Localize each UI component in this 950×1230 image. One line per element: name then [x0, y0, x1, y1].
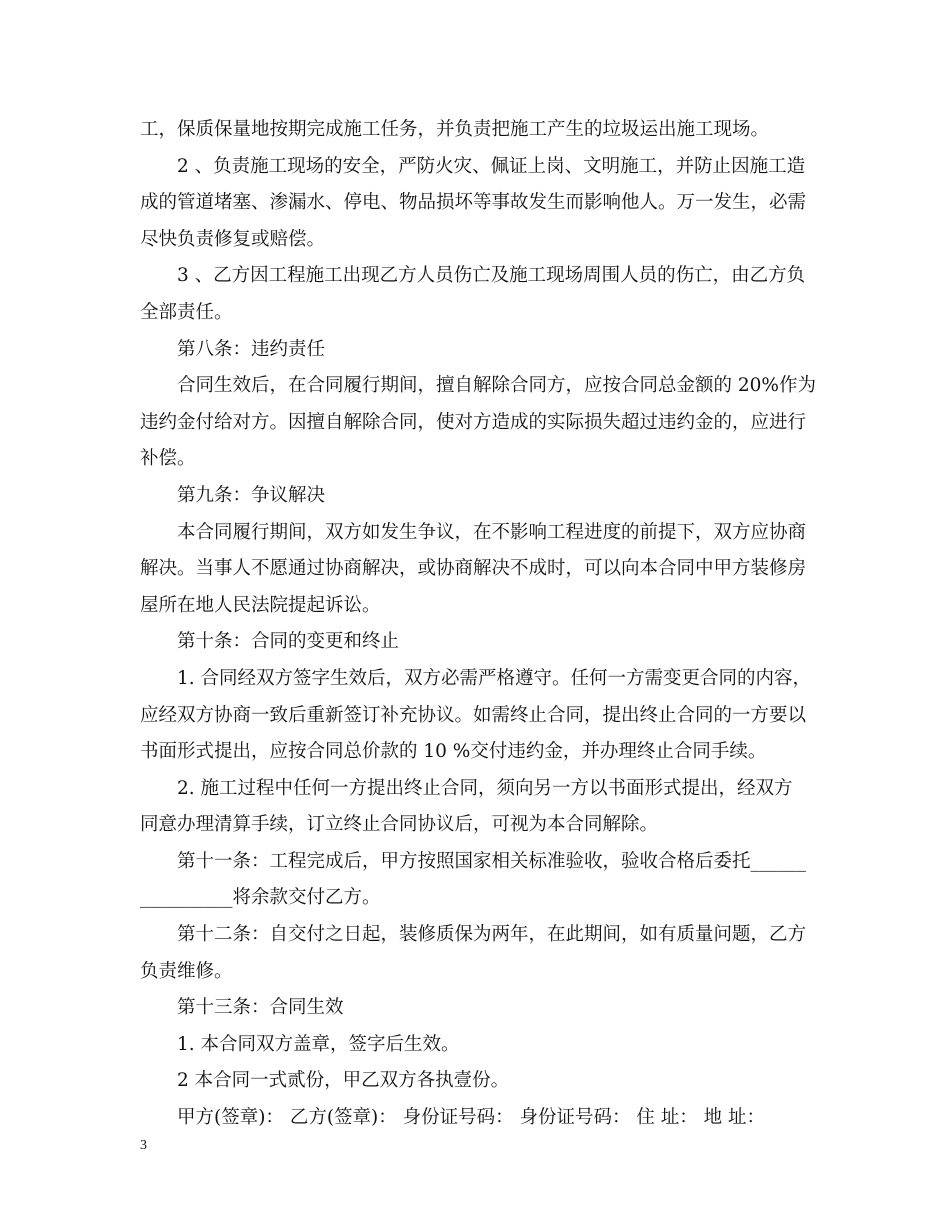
text-line: 应经双方协商一致后重新签订补充协议。如需终止合同，提出终止合同的一方要以	[140, 704, 807, 726]
text-line: 尽快负责修复或赔偿。	[140, 228, 326, 250]
section-heading: 第十三条：合同生效	[177, 997, 344, 1019]
document-body	[140, 112, 817, 1137]
text-line: 2 本合同一式贰份，甲乙双方各执壹份。	[177, 1070, 510, 1092]
text-line: 成的管道堵塞、渗漏水、停电、物品损坏等事故发生而影响他人。万一发生，必需	[140, 192, 807, 214]
text-line: 书面形式提出，应按合同总价款的 10 %交付违约金，并办理终止合同手续。	[140, 741, 767, 763]
section-heading: 第八条：违约责任	[177, 338, 326, 360]
text-line: 第十一条：工程完成后，甲方按照国家相关标准验收，验收合格后委托______	[177, 850, 807, 872]
text-line: 违约金付给对方。因擅自解除合同，使对方造成的实际损失超过违约金的，应进行	[140, 411, 807, 433]
text-line: 1. 本合同双方盖章，签字后生效。	[177, 1033, 460, 1055]
page-number: 3	[140, 1138, 147, 1153]
text-line: 屋所在地人民法院提起诉讼。	[140, 594, 381, 616]
signature-line: 甲方(签章)： 乙方(签章)： 身份证号码： 身份证号码： 住 址： 地 址：	[177, 1107, 766, 1129]
text-line: 第十二条：自交付之日起，装修质保为两年，在此期间，如有质量问题，乙方	[177, 924, 807, 946]
text-line: __________将余款交付乙方。	[140, 887, 381, 909]
text-line: 合同生效后，在合同履行期间，擅自解除合同方，应按合同总金额的 20%作为	[177, 375, 817, 397]
text-line: 2. 施工过程中任何一方提出终止合同，须向另一方以书面形式提出，经双方	[177, 777, 793, 799]
text-line: 2 、负责施工现场的安全，严防火灾、佩证上岗、文明施工，并防止因施工造	[177, 155, 806, 177]
text-line: 补偿。	[140, 448, 196, 470]
text-line: 1. 合同经双方签字生效后，双方必需严格遵守。任何一方需变更合同的内容，	[177, 667, 812, 689]
text-line: 本合同履行期间，双方如发生争议，在不影响工程进度的前提下，双方应协商	[177, 521, 807, 543]
text-line: 3 、乙方因工程施工出现乙方人员伤亡及施工现场周围人员的伤亡，由乙方负	[177, 265, 806, 287]
section-heading: 第十条：合同的变更和终止	[177, 631, 400, 653]
text-line: 解决。当事人不愿通过协商解决，或协商解决不成时，可以向本合同中甲方装修房	[140, 558, 807, 580]
text-line: 负责维修。	[140, 960, 233, 982]
section-heading: 第九条：争议解决	[177, 484, 326, 506]
text-line: 同意办理清算手续，订立终止合同协议后，可视为本合同解除。	[140, 814, 659, 836]
text-line: 全部责任。	[140, 301, 233, 323]
text-line: 工，保质保量地按期完成施工任务，并负责把施工产生的垃圾运出施工现场。	[140, 119, 770, 140]
contract-text	[140, 112, 817, 1137]
